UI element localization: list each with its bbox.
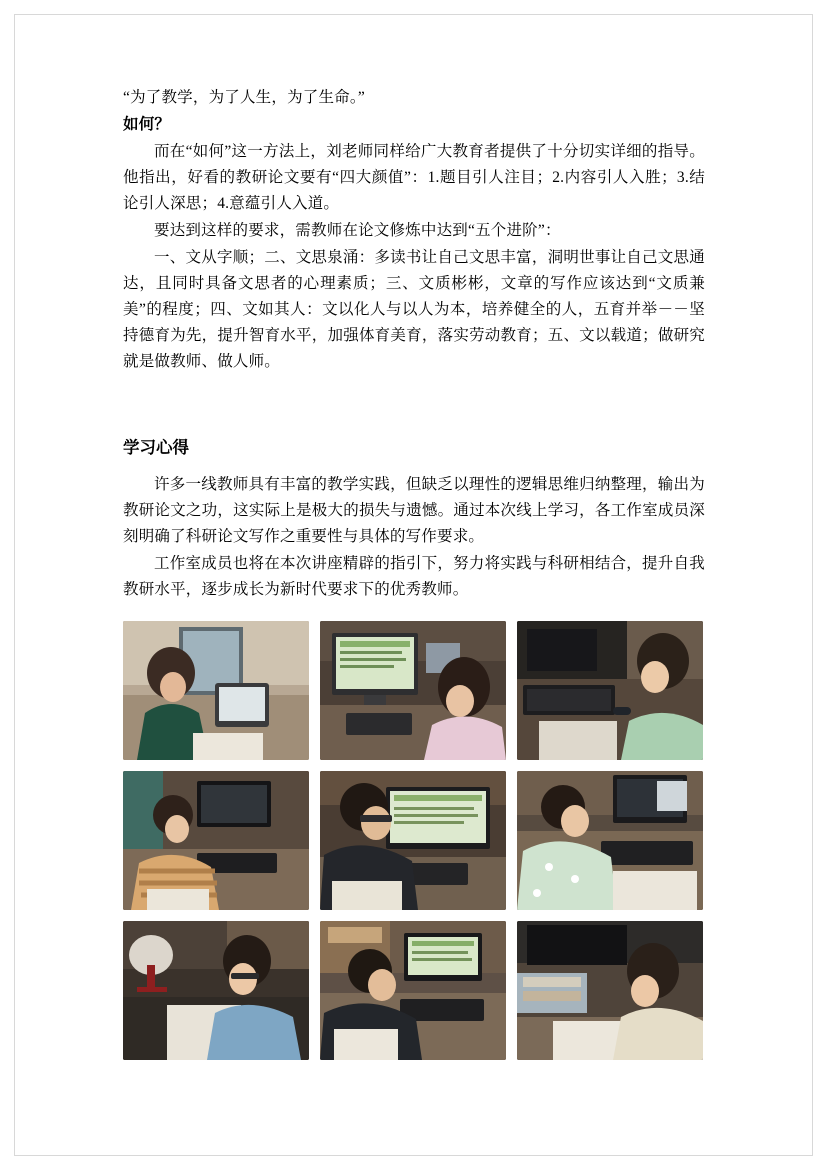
section-spacer — [123, 376, 705, 434]
paragraph-how-detail: 而在“如何”这一方法上，刘老师同样给广大教育者提供了十分切实详细的指导。他指出，好看的教研论文要有“四大颜值”：1.题目引人注目；2.内容引人入胜；3.结论引人深思；4.意蕴引人入道。 — [123, 143, 705, 212]
photo-graphic — [517, 621, 703, 760]
paragraph-insight-1: 许多一线教师具有丰富的教学实践，但缺乏以理性的逻辑思维归纳整理，输出为教研论文之功，这实际上是极大的损失与遗憾。通过本次线上学习，各工作室成员深刻明确了科研论文写作之重要性与具体的写作要求。 — [123, 476, 705, 545]
photo-image — [517, 921, 703, 1060]
photo-row — [123, 771, 705, 910]
photo-row — [123, 921, 705, 1060]
photo-graphic — [320, 621, 506, 760]
photo-image — [517, 771, 703, 910]
photo-image — [320, 921, 506, 1060]
photo-graphic — [517, 771, 703, 910]
photo-image — [123, 921, 309, 1060]
photo-image — [320, 771, 506, 910]
photo-row — [123, 621, 705, 760]
photo-gallery — [123, 621, 705, 1060]
paragraph-five-steps: 一、文从字顺；二、文思泉涌：多读书让自己文思丰富，洞明世事让自己文思通达，且同时具备文思者的心理素质；三、文质彬彬，文章的写作应该达到“文质兼美”的程度；四、文如其人：文以化人与以人为本，培养健全的人，五育并举－－坚持德育为先，提升智育水平，加强体育美育，落实劳动教育；五、文以载道；做研究就是做教师、做人师。 — [123, 249, 705, 370]
section-heading-learning-notes: 学习心得 — [123, 438, 189, 457]
photo-image — [123, 771, 309, 910]
photo-graphic — [123, 921, 309, 1060]
photo-graphic — [123, 771, 309, 910]
paragraph-how-heading: 如何？ — [123, 116, 171, 133]
paragraph-requirement: 要达到这样的要求，需教师在论文修炼中达到“五个进阶”： — [154, 222, 561, 239]
paragraph-quote: “为了教学，为了人生，为了生命。” — [123, 89, 365, 106]
photo-graphic — [123, 621, 309, 760]
photo-graphic — [517, 921, 703, 1060]
photo-graphic — [320, 771, 506, 910]
photo-image — [123, 621, 309, 760]
paragraph-insight-2: 工作室成员也将在本次讲座精辟的指引下，努力将实践与科研相结合，提升自我教研水平，逐步成长为新时代要求下的优秀教师。 — [123, 555, 705, 598]
heading-spacer — [123, 462, 705, 472]
photo-image — [320, 621, 506, 760]
photo-image — [517, 621, 703, 760]
photo-graphic — [320, 921, 506, 1060]
document-content — [123, 85, 705, 1060]
